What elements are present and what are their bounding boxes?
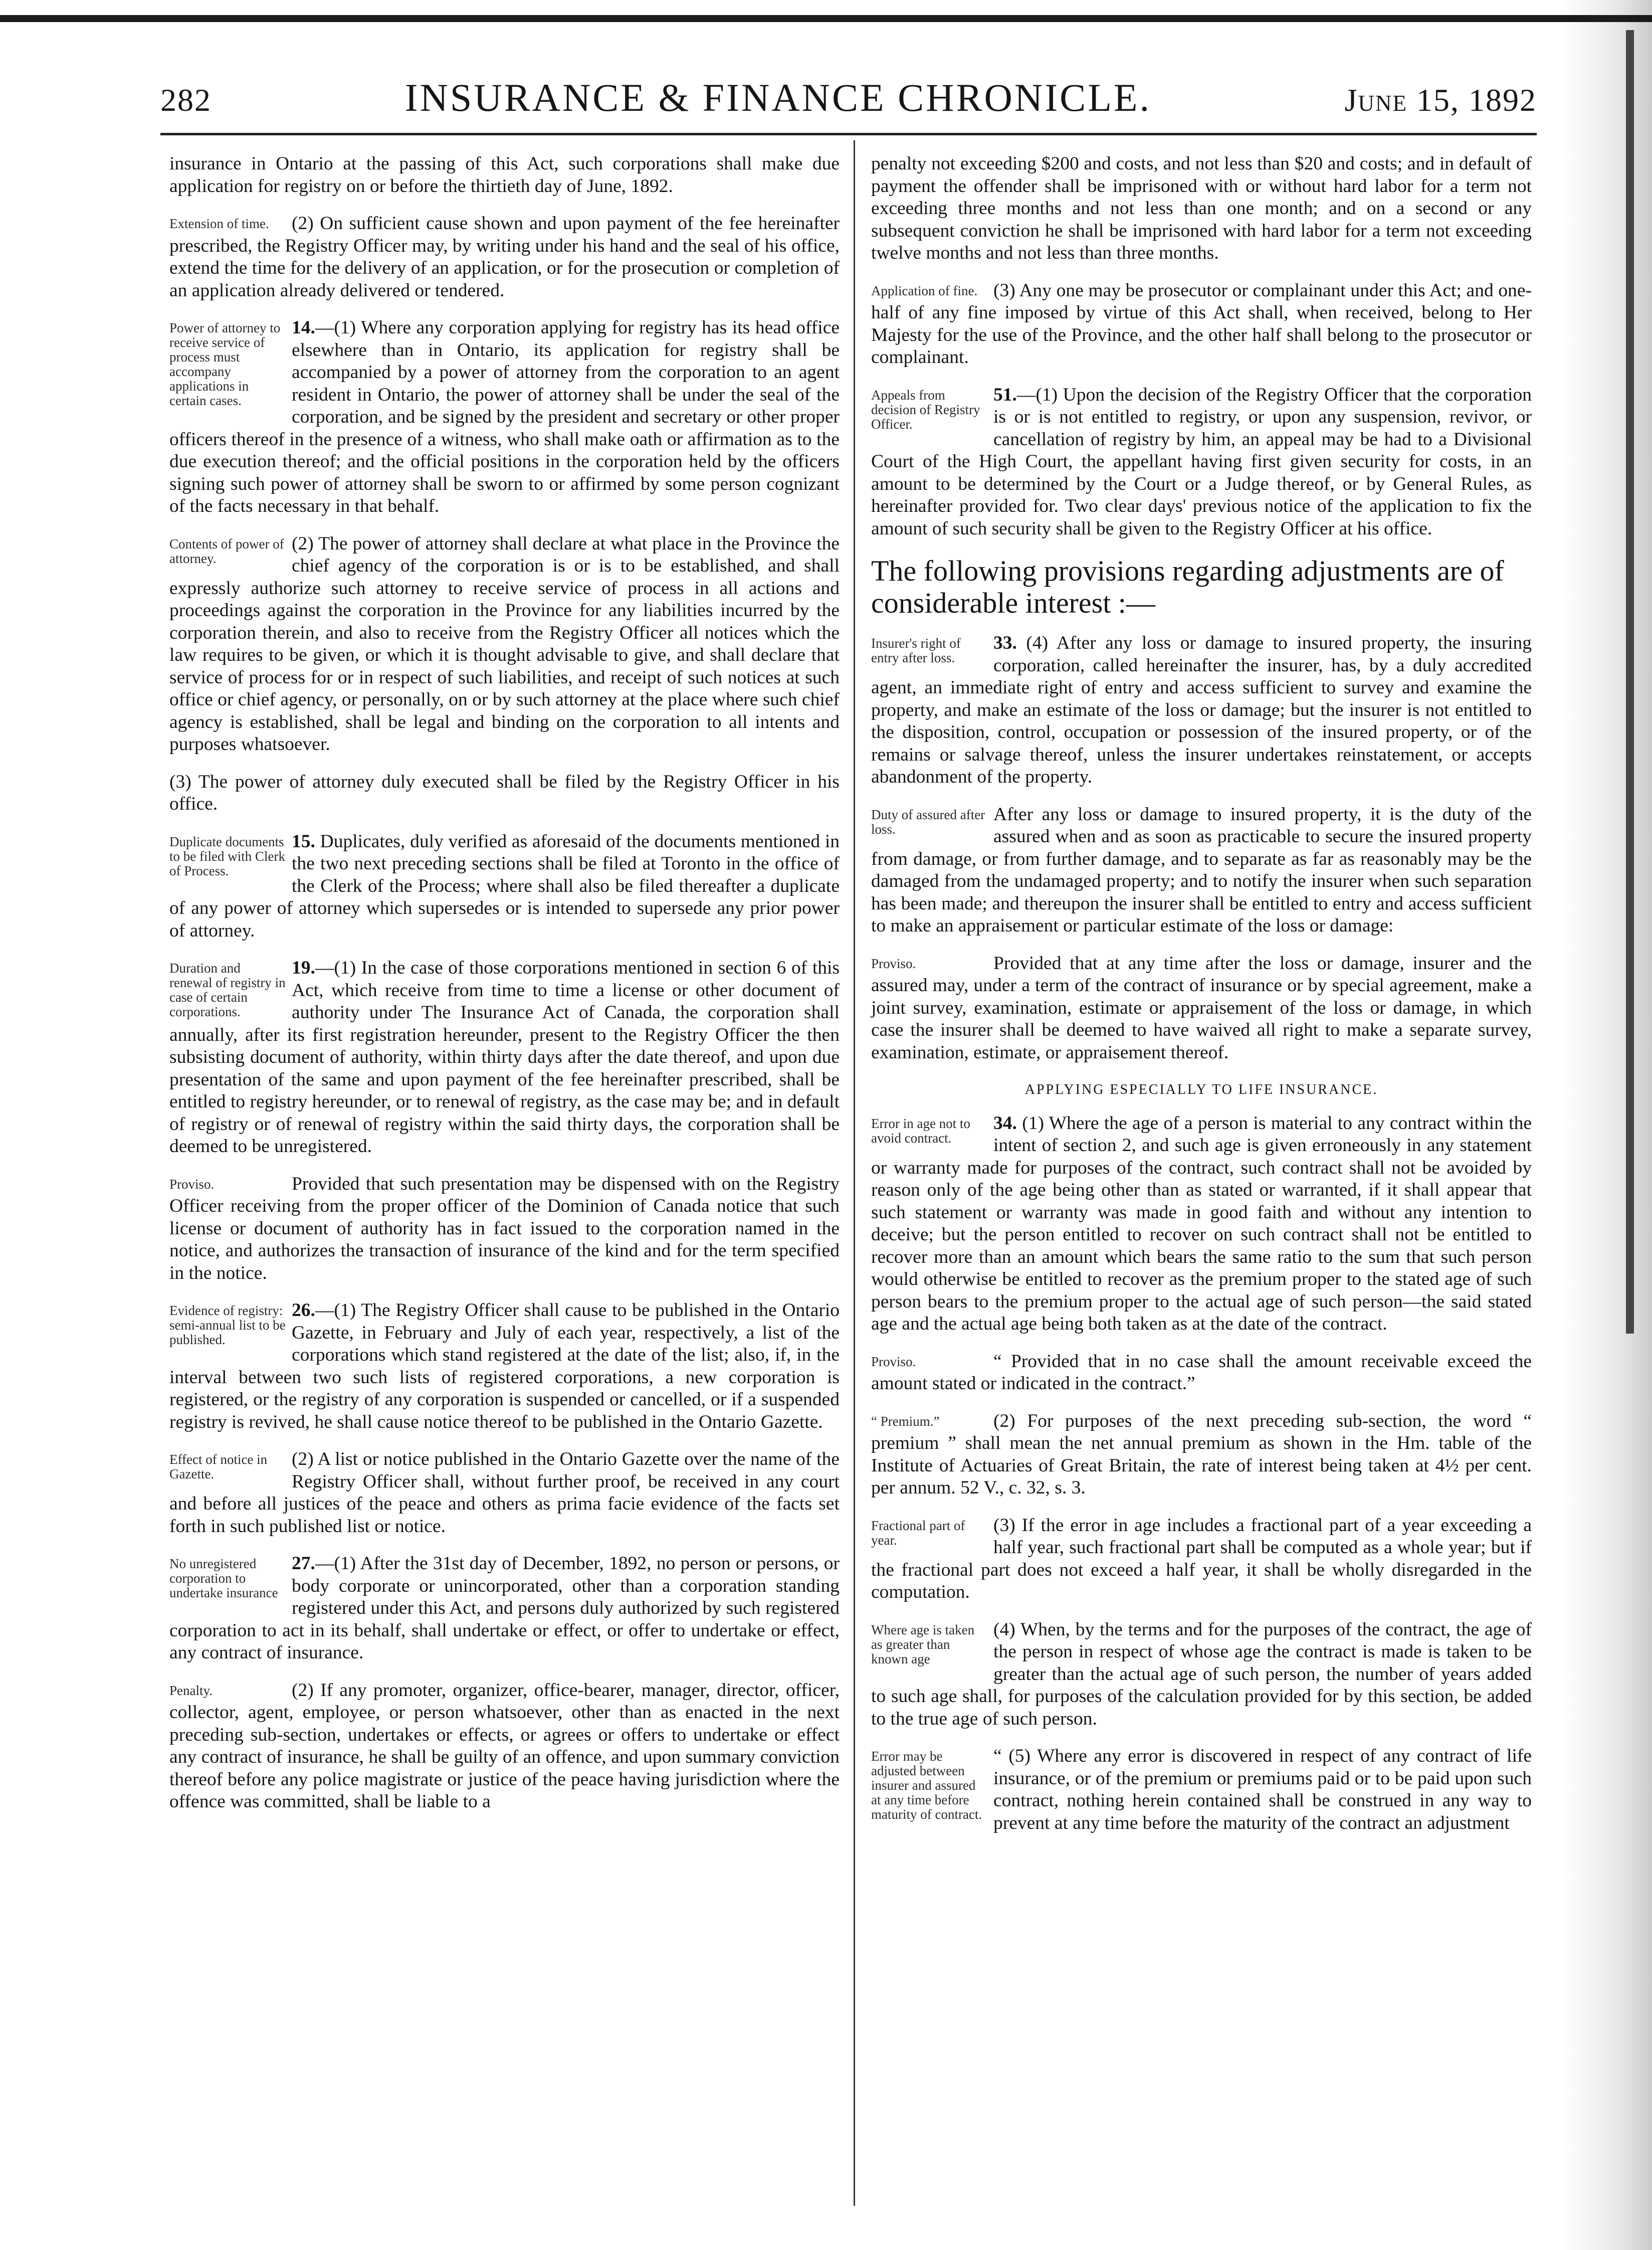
paragraph-body: (3) Any one may be prosecutor or complainant under this Act; and one-half of any fine imposed by virtue of this Act shall, when received, belong to Her Majesty for the use of the Province, and the other half shall belong to the prosecutor or complainant. <box>871 280 1532 367</box>
marginal-note: Power of attorney to receive service of process must accompany applications in certain cases. <box>169 320 281 408</box>
statute-paragraph <box>169 1173 840 1285</box>
masthead <box>160 75 1537 130</box>
paragraph-body: “ (5) Where any error is discovered in respect of any contract of life insurance, or of the premium or premiums paid or to be paid upon such contract, nothing herein contained shall be construed in any way to prevent at any time before the maturity of the contract an adjustment <box>993 1746 1532 1833</box>
caps-subheading: APPLYING ESPECIALLY TO LIFE INSURANCE. <box>1024 1082 1378 1097</box>
statute-paragraph <box>871 1745 1532 1834</box>
section-number: 27. <box>292 1553 315 1574</box>
statute-paragraph <box>871 1351 1532 1395</box>
statute-paragraph <box>169 771 840 816</box>
section-number: 14. <box>292 317 315 338</box>
marginal-note: Duplicate documents to be filed with Clerk of Process. <box>169 834 285 878</box>
statute-paragraph <box>169 1553 840 1664</box>
marginal-note: Duration and renewal of registry in case of certain corporations. <box>169 961 286 1019</box>
marginal-note: No unregistered corporation to undertake insurance <box>169 1556 278 1600</box>
publication-title: INSURANCE & FINANCE CHRONICLE. <box>404 76 1151 119</box>
page-number: 282 <box>160 82 212 118</box>
statute-paragraph <box>871 280 1532 369</box>
right-column <box>871 153 1532 2220</box>
paragraph-body: —(1) In the case of those corporations mentioned in section 6 of this Act, which receive from time to time a license or other document of authority under The Insurance Act of Canada, the corporation shall annually, after its first registration hereunder, present to the Registry Officer the then subsisting document of authority, within thirty days after the date thereof, and upon due presentation of the same and upon payment of the fee hereinafter prescribed, shall be entitled to registry hereunder, or to renewal of registry, as the case may be; and in default of registry or of renewal of registry within the said thirty days, the corporation shall be deemed to be unregistered. <box>169 958 840 1157</box>
statute-paragraph <box>169 831 840 943</box>
paragraph-body: Duplicates, duly verified as aforesaid of the documents mentioned in the two next preceding sections shall be filed at Toronto in the office of the Clerk of the Process; where shall also be filed thereafter a duplicate of any power of attorney which supersedes or is intended to supersede any prior power of attorney. <box>169 831 840 941</box>
paragraph-body: (4) When, by the terms and for the purposes of the contract, the age of the person in respect of whose age the contract is made is taken to be greater than the actual age of such person, the number of years added to such age shall, for purposes of the calculation provided for by this section, be added to the true age of such person. <box>871 1619 1532 1729</box>
paragraph-body: Provided that at any time after the loss or damage, insurer and the assured may, under a term of the contract of insurance or by special agreement, make a joint survey, examination, estimate or appraisement of the loss or damage, in which case the insurer shall be deemed to have waived all right to make a separate survey, examination, estimate, or appraisement thereof. <box>871 953 1532 1063</box>
paragraph-text <box>169 771 840 816</box>
paragraph-text <box>169 533 840 756</box>
statute-paragraph <box>169 1679 840 1813</box>
column-divider <box>854 140 855 2206</box>
statute-paragraph <box>871 1515 1532 1604</box>
paragraph-body: (2) If any promoter, organizer, office-bearer, manager, director, officer, collector, agent, employee, or person whatsoever, other than as enacted in the next preceding sub-section, undertakes or effects, or agrees or offers to undertake or effect any contract of insurance, he shall be guilty of an offence, and upon summary conviction thereof before any police magistrate or justice of the peace having jurisdiction where the offence was committed, shall be liable to a <box>169 1679 840 1812</box>
statute-paragraph <box>871 953 1532 1064</box>
page-edge-shadow <box>1562 0 1652 2250</box>
statute-paragraph <box>871 153 1532 265</box>
section-number: 33. <box>993 633 1017 653</box>
statute-paragraph <box>871 1410 1532 1499</box>
marginal-note: Penalty. <box>169 1682 213 1698</box>
statute-paragraph <box>169 317 840 518</box>
marginal-note: Proviso. <box>871 1354 916 1369</box>
section-number: 51. <box>993 384 1017 405</box>
paragraph-body: (2) For purposes of the next preceding sub-section, the word “ premium ” shall mean the net annual premium as shown in the Hm. table of the Institute of Actuaries of Great Britain, the rate of interest being taken at 4½ per cent. per annum. 52 V., c. 32, s. 3. <box>871 1410 1532 1498</box>
paragraph-body: —(1) Where any corporation applying for registry has its head office elsewhere than in Ontario, its application for registry shall be accompanied by a power of attorney from the corporation to an agent resident in Ontario, the power of attorney shall be under the seal of the corporation, and be signed by the president and secretary or other proper officers thereof in the presence of a witness, who shall make oath or affirmation as to the due execution thereof; and the official positions in the corporation held by the officers signing such power of attorney shall be sworn to or affirmed by some person cognizant of the facts necessary in that behalf. <box>169 317 840 516</box>
paragraph-text <box>169 153 840 198</box>
section-number: 34. <box>993 1112 1017 1134</box>
marginal-note: Duty of assured after loss. <box>871 807 985 837</box>
marginal-note: Contents of power of attorney. <box>169 536 284 566</box>
left-column <box>169 153 840 2220</box>
statute-paragraph <box>169 533 840 756</box>
marginal-note: Error may be adjusted between insurer and assured at any time before maturity of contract. <box>871 1749 982 1822</box>
statute-paragraph <box>169 153 840 198</box>
marginal-note: “ Premium.” <box>871 1413 940 1429</box>
marginal-note: Extension of time. <box>169 216 269 231</box>
top-border-rule <box>0 15 1652 22</box>
paragraph-text <box>169 1679 840 1813</box>
paragraph-body: —(1) The Registry Officer shall cause to be published in the Ontario Gazette, in February and July of each year, respectively, a list of the corporations which stand registered at the date of the list; also, if, in the interval between two such lists of registered corporations, a new corporation is registered, or the registry of any corporation is suspended or cancelled, or if a suspended registry is revived, he shall cause notice thereof to be published in the Ontario Gazette. <box>169 1300 840 1432</box>
header-rule <box>160 133 1537 135</box>
statute-paragraph <box>871 804 1532 938</box>
paragraph-body: (1) Where the age of a person is material to any contract within the intent of section 2, and such age is given erroneously in any statement or warranty made for purposes of the contract, such contract shall not be avoided by reason only of the age being other than as stated or warranted, if it shall appear that such statement or warranty was made in good faith and without any intention to deceive; but the person entitled to recover on such contract shall not be entitled to recover more than an amount which bears the same ratio to the sum that such person would otherwise be entitled to recover as the premium proper to the stated age of such person bears to the premium proper to the actual age of such person—the said stated age and the actual age being both taken as at the date of the contract. <box>871 1112 1532 1334</box>
marginal-note: Appeals from decision of Registry Officer. <box>871 387 980 432</box>
paragraph-body: insurance in Ontario at the passing of this Act, such corporations shall make due application for registry on or before the thirtieth day of June, 1892. <box>169 153 840 197</box>
paragraph-body: —(1) After the 31st day of December, 1892, no person or persons, or body corporate or unincorporated, other than a corporation standing registered under this Act, and persons duly authorized by such registered corporation to act in its behalf, shall undertake or effect, or offer to undertake or effect, any contract of insurance. <box>169 1553 840 1663</box>
marginal-note: Proviso. <box>871 956 916 971</box>
paragraph-body: (4) After any loss or damage to insured property, the insuring corporation, called hereinafter the insurer, has, by a duly accredited agent, an immediate right of entry and access sufficient to survey and examine the property, and make an estimate of the loss or damage; but the insurer is not entitled to the disposition, control, occupation or possession of the insured property, or of the remains or salvage thereof, unless the insurer undertakes reinstatement, or accepts abandonment of the property. <box>871 633 1532 787</box>
issue-date: June 15, 1892 <box>1344 82 1537 118</box>
section-number: 19. <box>292 958 315 978</box>
paragraph-body: (2) On sufficient cause shown and upon payment of the fee hereinafter prescribed, the Registry Officer may, by writing under his hand and the seal of his office, extend the time for the delivery of an application, or for the prosecution or completion of an application already delivered or tendered. <box>169 213 840 301</box>
marginal-note: Insurer's right of entry after loss. <box>871 636 961 665</box>
paragraph-body: (3) The power of attorney duly executed shall be filed by the Registry Officer in his office. <box>169 771 840 814</box>
page-edge-binding <box>1626 30 1634 1334</box>
marginal-note: Proviso. <box>169 1176 215 1192</box>
statute-paragraph <box>871 1619 1532 1731</box>
marginal-note: Effect of notice in Gazette. <box>169 1452 268 1481</box>
statute-paragraph <box>169 1448 840 1538</box>
paragraph-body: penalty not exceeding $200 and costs, and not less than $20 and costs; and in default of payment the offender shall be imprisoned with or without hard labor for a term not exceeding three months and not less than one month; and on a second or any subsequent conviction he shall be imprisoned with hard labor for a term not exceeding twelve months and not less than three months. <box>871 153 1532 263</box>
paragraph-text <box>871 1112 1532 1336</box>
paragraph-body: “ Provided that in no case shall the amount receivable exceed the amount stated or indicated in the contract.” <box>871 1351 1532 1394</box>
marginal-note: Evidence of registry: semi-annual list to be published. <box>169 1303 286 1347</box>
marginal-note: Error in age not to avoid contract. <box>871 1115 970 1146</box>
statute-paragraph <box>871 1112 1532 1336</box>
statute-paragraph <box>871 384 1532 540</box>
paragraph-body: After any loss or damage to insured property, it is the duty of the assured when and as soon as practicable to secure the insured property from damage, or from further damage, and to separate as far as reasonably may be the damaged from the undamaged property; and to notify the insurer when such separation has been made; and thereupon the insurer shall be entitled to entry and access sufficient to make an appraisement or particular estimate of the loss or damage: <box>871 804 1532 936</box>
statute-paragraph <box>169 957 840 1158</box>
paragraph-body: Provided that such presentation may be dispensed with on the Registry Officer receiving from the proper officer of the Dominion of Canada notice that such license or document of authority has in fact issued to the corporation named in the notice, and authorizes the transaction of insurance of the kind and for the term specified in the notice. <box>169 1173 840 1283</box>
marginal-note: Fractional part of year. <box>871 1518 965 1548</box>
section-heading: The following provisions regarding adjustments are of considerable interest :— <box>871 554 1504 619</box>
paragraph-text <box>871 153 1532 265</box>
section-number: 15. <box>292 831 315 852</box>
paragraph-body: (2) A list or notice published in the Ontario Gazette over the name of the Registry Officer shall, without further proof, be received in any court and before all justices of the peace and others as prima facie evidence of the facts set forth in such published list or notice. <box>169 1449 840 1537</box>
section-number: 26. <box>292 1300 315 1321</box>
marginal-note: Application of fine. <box>871 283 978 298</box>
marginal-note: Where age is taken as greater than known age <box>871 1622 975 1666</box>
statute-paragraph <box>169 213 840 302</box>
statute-paragraph <box>169 1299 840 1433</box>
paragraph-body: (3) If the error in age includes a fractional part of a year exceeding a half year, such fractional part shall be computed as a whole year; but if the fractional part does not exceed a half year, it shall be wholly disregarded in the computation. <box>871 1515 1532 1602</box>
paragraph-body: (2) The power of attorney shall declare at what place in the Province the chief agency of the corporation is or is to be established, and shall expressly authorize such attorney to receive service of process in all actions and proceedings against the corporation in the Province for any liabilities incurred by the corporation therein, and also to receive from the Registry Officer all notices which the law requires to be given, or which it is thought advisable to give, and shall declare that service of process for or in respect of such liabilities, and receipt of such notices at such office or chief agency, or personally, on or by such attorney at the place where such chief agency is established, shall be legal and binding on the corporation to all intents and purposes whatsoever. <box>169 533 840 755</box>
paragraph-body: —(1) Upon the decision of the Registry Officer that the corporation is or is not entitled to registry, or upon any suspension, revivor, or cancellation of registry by him, an appeal may be had to a Divisional Court of the High Court, the appellant having first given security for costs, in an amount to be determined by the Court or a Judge thereof, or by General Rules, as hereinafter provided for. Two clear days' previous notice of the application to fix the amount of such security shall be given to the Registry Officer at his office. <box>871 384 1532 539</box>
statute-paragraph <box>871 632 1532 789</box>
